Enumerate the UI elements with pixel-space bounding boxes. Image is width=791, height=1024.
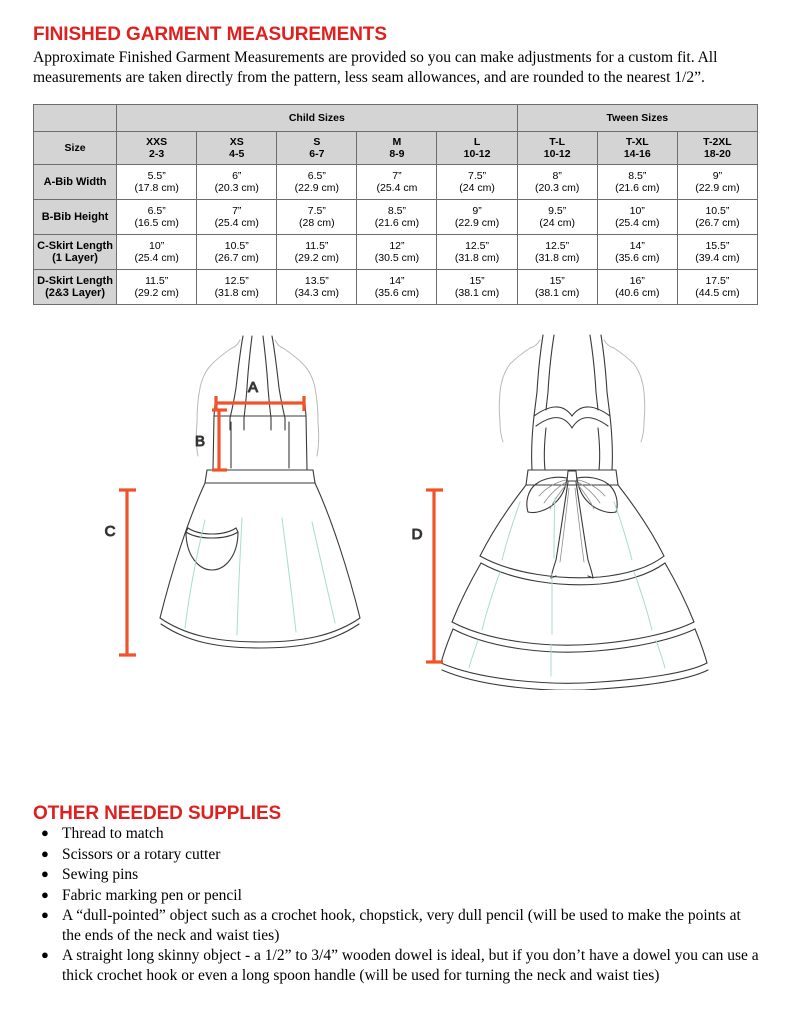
cell-d-xxs: [117, 270, 197, 305]
cell-d-m: [357, 270, 437, 305]
column-header-l: [437, 132, 517, 165]
value-inches: 15”: [549, 274, 565, 287]
size-ages: 10-12: [543, 148, 571, 160]
value-inches: 15.5”: [705, 239, 730, 252]
measure-label-c: C: [104, 523, 116, 540]
column-header-s: [277, 132, 357, 165]
table-row: [34, 200, 758, 235]
cell-c-t-xl: [597, 235, 677, 270]
list-item: [33, 906, 763, 945]
row-label-text: C-Skirt Length: [37, 239, 113, 252]
cell-d-xs: [197, 270, 277, 305]
size-ages: 10-12: [463, 148, 491, 160]
measurements-intro-paragraph: Approximate Finished Garment Measurements are provided so you can make adjustments for a custom fit. All measurements are taken directly from the pattern, less seam allowances, and are rounded to the nearest 1/2”.: [33, 49, 718, 86]
cell-c-xxs: [117, 235, 197, 270]
cell-a-m: [357, 165, 437, 200]
value-inches: 13.5”: [304, 274, 329, 287]
value-cm: (21.6 cm): [374, 217, 420, 229]
supplies-list: [33, 824, 763, 986]
finished-measurements-table: [33, 104, 758, 305]
size-name: XS: [229, 135, 244, 148]
cell-a-xs: [197, 165, 277, 200]
row-label-sublabel: (2&3 Layer): [45, 287, 105, 299]
value-inches: 8.5”: [628, 169, 647, 182]
value-cm: (25.4 cm): [134, 252, 179, 264]
cell-c-t-l: [517, 235, 597, 270]
bullet-icon: ●: [41, 845, 49, 861]
cell-d-t-l: [517, 270, 597, 305]
cell-a-t-l: [517, 165, 597, 200]
value-cm: (24 cm): [459, 182, 495, 194]
cell-c-t-2xl: [677, 235, 757, 270]
value-cm: (38.1 cm): [454, 287, 500, 299]
cell-c-m: [357, 235, 437, 270]
cell-d-s: [277, 270, 357, 305]
list-item-text: Sewing pins: [62, 866, 139, 883]
column-header-m: [357, 132, 437, 165]
measure-label-a: A: [247, 379, 259, 396]
column-header-t-2xl: [677, 132, 757, 165]
measure-label-d: D: [411, 526, 423, 543]
value-inches: 12.5”: [224, 274, 249, 287]
list-item: [33, 886, 763, 906]
value-inches: 11.5”: [145, 274, 169, 287]
value-inches: 15”: [469, 274, 485, 287]
value-inches: 14”: [389, 274, 405, 287]
value-cm: (20.3 cm): [535, 182, 580, 194]
value-cm: (16.5 cm): [134, 217, 179, 229]
value-cm: (28 cm): [299, 217, 335, 229]
list-item: [33, 865, 763, 885]
table-row: [34, 270, 758, 305]
value-inches: 9”: [472, 204, 482, 217]
garment-illustrations: [0, 330, 791, 690]
cell-b-m: [357, 200, 437, 235]
value-cm: (29.2 cm): [134, 287, 179, 299]
cell-a-t-xl: [597, 165, 677, 200]
group-header-tween-sizes: Tween Sizes: [517, 105, 757, 132]
value-inches: 11.5”: [305, 239, 329, 252]
list-item: [33, 845, 763, 865]
cell-d-t-2xl: [677, 270, 757, 305]
column-header-size: Size: [34, 132, 117, 165]
size-name: S: [313, 135, 321, 148]
column-header-t-xl: [597, 132, 677, 165]
value-inches: 6”: [232, 169, 242, 182]
column-header-t-l: [517, 132, 597, 165]
value-inches: 6.5”: [307, 169, 326, 182]
value-inches: 9.5”: [548, 204, 567, 217]
value-cm: (22.9 cm): [294, 182, 339, 194]
value-cm: (17.8 cm): [134, 182, 179, 194]
table-row: [34, 165, 758, 200]
cell-b-t-2xl: [677, 200, 757, 235]
list-item-text: Thread to match: [62, 825, 164, 842]
size-ages: 14-16: [623, 148, 651, 160]
size-name: XXS: [146, 135, 168, 148]
value-inches: 8”: [552, 169, 562, 182]
cell-c-xs: [197, 235, 277, 270]
value-cm: (40.6 cm): [615, 287, 660, 299]
table-size-header-row: [34, 132, 758, 165]
size-name: T-2XL: [703, 135, 732, 148]
size-ages: 2-3: [149, 148, 165, 160]
value-cm: (24 cm): [539, 217, 575, 229]
value-inches: 7”: [392, 169, 402, 182]
list-item-text: Scissors or a rotary cutter: [62, 845, 221, 863]
column-header-xs: [197, 132, 277, 165]
size-ages: 4-5: [229, 148, 245, 160]
row-label-sublabel: (1 Layer): [52, 252, 98, 264]
value-cm: (20.3 cm): [214, 182, 259, 194]
value-cm: (22.9 cm): [454, 217, 500, 229]
finished-garment-measurements-heading: FINISHED GARMENT MEASUREMENTS: [33, 24, 387, 45]
value-inches: 17.5”: [705, 274, 730, 287]
bullet-icon: ●: [41, 886, 49, 902]
column-header-xxs: [117, 132, 197, 165]
value-cm: (31.8 cm): [214, 287, 259, 299]
value-cm: (22.9 cm): [695, 182, 740, 194]
value-cm: (21.6 cm): [615, 182, 660, 194]
value-cm: (38.1 cm): [535, 287, 580, 299]
group-header-child-sizes: Child Sizes: [117, 105, 518, 132]
cell-a-t-2xl: [677, 165, 757, 200]
value-cm: (30.5 cm): [374, 252, 420, 264]
cell-a-xxs: [117, 165, 197, 200]
cell-b-t-l: [517, 200, 597, 235]
value-inches: 6.5”: [147, 204, 166, 217]
value-inches: 10.5”: [705, 204, 730, 217]
value-cm: (31.8 cm): [535, 252, 580, 264]
list-item-text: Fabric marking pen or pencil: [62, 886, 242, 904]
table-group-header-row: [34, 105, 758, 132]
cell-d-t-xl: [597, 270, 677, 305]
value-cm: (34.3 cm): [294, 287, 339, 299]
size-name: T-L: [549, 135, 566, 148]
table-row: [34, 235, 758, 270]
other-needed-supplies-heading: OTHER NEEDED SUPPLIES: [33, 803, 282, 824]
list-item: [33, 824, 763, 844]
value-inches: 16”: [629, 274, 645, 287]
size-name: M: [392, 135, 402, 148]
row-label-b-bib-height: [34, 200, 117, 235]
value-cm: (35.6 cm): [615, 252, 660, 264]
value-inches: 10”: [149, 239, 165, 252]
cell-a-l: [437, 165, 517, 200]
size-name: T-XL: [625, 135, 649, 148]
cell-b-t-xl: [597, 200, 677, 235]
size-ages: 8-9: [389, 148, 405, 160]
value-inches: 12.5”: [465, 239, 490, 252]
value-inches: 12”: [389, 239, 405, 252]
value-cm: (39.4 cm): [695, 252, 740, 264]
size-ages: 18-20: [703, 148, 731, 160]
value-inches: 14”: [629, 239, 645, 252]
bullet-icon: ●: [41, 907, 49, 922]
value-cm: (26.7 cm): [214, 252, 259, 264]
bullet-icon: ●: [41, 825, 49, 840]
measure-marks-left: [119, 396, 304, 655]
cell-b-l: [437, 200, 517, 235]
value-cm: (44.5 cm): [695, 287, 740, 299]
value-inches: 12.5”: [545, 239, 570, 252]
pinafore-apron-dress-illustration: [160, 336, 360, 648]
row-label-text: D-Skirt Length: [37, 274, 113, 287]
row-label-d-skirt-length: [34, 270, 117, 305]
value-cm: (26.7 cm): [695, 217, 740, 229]
value-inches: 7”: [232, 204, 242, 217]
value-cm: (31.8 cm): [454, 252, 500, 264]
value-inches: 7.5”: [468, 169, 487, 182]
list-item-text: A straight long skinny object - a 1/2” to 3/4” wooden dowel is ideal, but if you don’t have a dowel you can use a thick crochet hook or even a long spoon handle (will be used for turning the neck and waist ties): [62, 947, 759, 984]
value-cm: (35.6 cm): [374, 287, 420, 299]
row-label-c-skirt-length: [34, 235, 117, 270]
value-cm: (25.4 cm): [214, 217, 259, 229]
value-inches: 5.5”: [147, 169, 166, 182]
size-ages: 6-7: [309, 148, 325, 160]
cell-a-s: [277, 165, 357, 200]
size-name: L: [473, 135, 481, 148]
value-inches: 8.5”: [387, 204, 406, 217]
value-inches: 9”: [712, 169, 723, 182]
cell-c-l: [437, 235, 517, 270]
measure-label-b: B: [194, 433, 206, 450]
cell-d-l: [437, 270, 517, 305]
value-inches: 7.5”: [307, 204, 326, 217]
list-item: [33, 946, 763, 985]
list-item-text: A “dull-pointed” object such as a crochet hook, chopstick, very dull pencil (will be used to make the points at the ends of the neck and waist ties): [62, 907, 741, 944]
row-label-text: A-Bib Width: [43, 175, 107, 188]
value-cm: (25.4 cm): [615, 217, 660, 229]
measure-marks-right: [426, 490, 443, 662]
value-inches: 10”: [629, 204, 645, 217]
tiered-halter-dress-illustration: [441, 335, 708, 690]
value-inches: 10.5”: [224, 239, 249, 252]
value-cm: (25.4 cm: [376, 182, 418, 194]
row-label-a-bib-width: [34, 165, 117, 200]
bullet-icon: ●: [41, 947, 49, 962]
cell-b-xxs: [117, 200, 197, 235]
bullet-icon: ●: [41, 866, 49, 881]
cell-b-s: [277, 200, 357, 235]
value-cm: (29.2 cm): [294, 252, 339, 264]
cell-c-s: [277, 235, 357, 270]
cell-b-xs: [197, 200, 277, 235]
row-label-text: B-Bib Height: [41, 210, 109, 223]
group-header-blank: [34, 105, 117, 132]
